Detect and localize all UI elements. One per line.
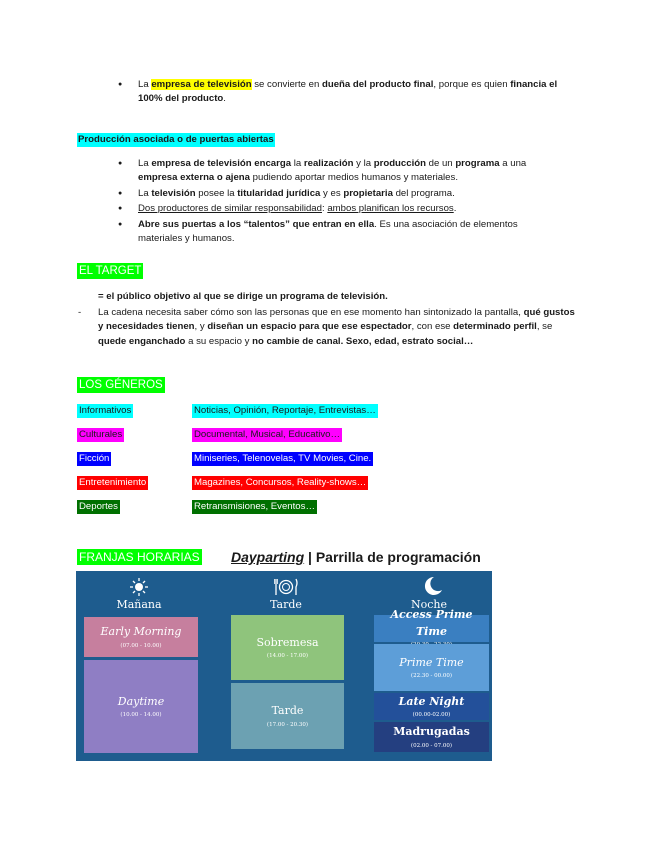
title-italic: Dayparting bbox=[231, 549, 305, 565]
bold-text: quede enganchado bbox=[98, 335, 186, 347]
slot-time: (22.30 - 00.00) bbox=[410, 673, 453, 680]
target-definition bbox=[98, 290, 538, 304]
slot-tarde bbox=[231, 683, 344, 749]
moon-icon bbox=[416, 575, 446, 597]
slot-time: (17.00 - 20.30) bbox=[266, 721, 309, 728]
coproduction-list bbox=[118, 157, 558, 247]
slot-madrugadas bbox=[374, 722, 489, 752]
genre-name: Deportes bbox=[79, 501, 118, 512]
target-heading: EL TARGET bbox=[79, 265, 142, 277]
text: , y bbox=[194, 321, 208, 333]
genre-examples: Miniseries, Telenovelas, TV Movies, Cine. bbox=[194, 453, 372, 464]
bold-text: financia el 100% del producto bbox=[138, 79, 558, 105]
text: , se bbox=[536, 321, 553, 333]
text: , con ese bbox=[411, 321, 454, 333]
underlined-text: Dos productores de similar responsabilidad bbox=[138, 203, 322, 215]
genre-examples: Documental, Musical, Educativo… bbox=[194, 429, 341, 440]
slot-name: Daytime bbox=[117, 694, 165, 708]
plate-cutlery-icon bbox=[271, 577, 301, 597]
slot-time: (10.00 - 14.00) bbox=[120, 712, 162, 719]
text: posee la bbox=[195, 187, 238, 199]
genre-name: Culturales bbox=[79, 429, 123, 440]
text: a su espacio y bbox=[185, 335, 253, 347]
bold-text: qué gustos y necesidades tienen bbox=[98, 307, 575, 333]
text: La bbox=[138, 79, 152, 90]
text: a una bbox=[499, 158, 527, 169]
top-bullet-list bbox=[118, 78, 558, 108]
text: y es bbox=[320, 187, 344, 199]
text: . bbox=[223, 93, 226, 105]
column-label-afternoon: Tarde bbox=[270, 598, 302, 611]
column-label-morning: Mañana bbox=[116, 598, 162, 611]
bold-text: no cambie de canal. Sexo, edad, estrato social… bbox=[252, 335, 474, 347]
genre-name: Informativos bbox=[79, 405, 132, 416]
slot-early-morning bbox=[84, 617, 198, 657]
text: pudiendo aportar medios humanos y materiales. bbox=[250, 172, 458, 184]
genre-name: Entretenimiento bbox=[79, 477, 147, 488]
text: se convierte en bbox=[251, 79, 322, 90]
bold-text: diseñan un espacio para que ese espectador bbox=[207, 321, 412, 333]
slot-name: Access Prime Time bbox=[390, 608, 473, 638]
slot-late-night bbox=[374, 693, 489, 720]
text: , porque es quien bbox=[433, 79, 511, 90]
text: La cadena necesita saber cómo son las personas que en ese momento han sintonizado la pantalla, bbox=[98, 307, 524, 318]
slot-name: Prime Time bbox=[399, 655, 464, 669]
text: La bbox=[138, 187, 152, 199]
text: y la bbox=[353, 158, 374, 169]
highlight-text: empresa de televisión bbox=[151, 79, 252, 90]
bold-text: televisión bbox=[151, 187, 196, 199]
slot-daytime bbox=[84, 660, 198, 753]
bold-text: = el público objetivo al que se dirige un programa de televisión. bbox=[98, 291, 388, 302]
text: : bbox=[321, 203, 328, 215]
genre-examples: Retransmisiones, Eventos… bbox=[194, 501, 316, 512]
slot-name: Tarde bbox=[271, 704, 304, 718]
dayparting-title bbox=[231, 547, 481, 567]
dayparting-heading: FRANJAS HORARIAS bbox=[79, 550, 200, 564]
list-item bbox=[118, 218, 558, 247]
slot-time: (02.00 - 07.00) bbox=[410, 742, 453, 749]
slot-time: (07.00 - 10.00) bbox=[120, 642, 162, 649]
list-item bbox=[118, 187, 558, 201]
slot-time: (14.00 - 17.00) bbox=[266, 653, 309, 660]
bold-text: empresa externa o ajena bbox=[138, 172, 250, 184]
bold-text: realización bbox=[303, 158, 354, 169]
bold-text: empresa de televisión encarga bbox=[151, 158, 292, 169]
bold-text: propietaria bbox=[343, 187, 393, 199]
list-item bbox=[118, 202, 558, 216]
title-separator: | bbox=[304, 549, 316, 565]
target-paragraph bbox=[98, 306, 578, 349]
list-item bbox=[118, 157, 558, 186]
slot-prime-time bbox=[374, 644, 489, 691]
underlined-text: ambos planifican los recursos bbox=[327, 203, 454, 215]
bold-text: Abre sus puertas a los “talentos” que entran en ella bbox=[138, 218, 375, 230]
genre-examples: Magazines, Concursos, Reality-shows… bbox=[194, 477, 367, 488]
slot-name: Early Morning bbox=[100, 625, 182, 639]
bold-text: producción bbox=[373, 158, 426, 169]
slot-time: (00.00-02.00) bbox=[412, 712, 451, 719]
bold-text: titularidad jurídica bbox=[237, 187, 321, 199]
text: La bbox=[138, 158, 152, 169]
slot-sobremesa bbox=[231, 615, 344, 680]
bold-text: programa bbox=[455, 158, 500, 169]
slot-name: Sobremesa bbox=[256, 635, 319, 649]
slot-access-prime-time bbox=[374, 608, 489, 642]
dash-marker: - bbox=[78, 307, 82, 318]
genre-name: Ficción bbox=[79, 453, 110, 464]
text: del programa. bbox=[392, 187, 455, 199]
schedule-grid bbox=[76, 571, 492, 761]
title-rest: Parrilla de programación bbox=[315, 549, 481, 565]
bold-text: dueña del producto final bbox=[322, 79, 434, 90]
genres-heading: LOS GÉNEROS bbox=[79, 379, 163, 391]
genre-examples: Noticias, Opinión, Reportaje, Entrevistas… bbox=[194, 405, 376, 416]
text: de un bbox=[425, 158, 456, 169]
bold-text: determinado perfil bbox=[453, 321, 537, 333]
coproduction-heading: Producción asociada o de puertas abiertas bbox=[77, 133, 275, 147]
list-item bbox=[118, 78, 558, 107]
text: la bbox=[291, 158, 304, 169]
text: . bbox=[453, 203, 457, 215]
slot-name: Madrugadas bbox=[393, 725, 470, 739]
text: . Es una asociación de elementos materiales y humanos. bbox=[138, 218, 518, 244]
slot-name: Late Night bbox=[398, 694, 465, 708]
sun-icon bbox=[124, 577, 154, 597]
column-label-night: Noche bbox=[410, 598, 447, 611]
